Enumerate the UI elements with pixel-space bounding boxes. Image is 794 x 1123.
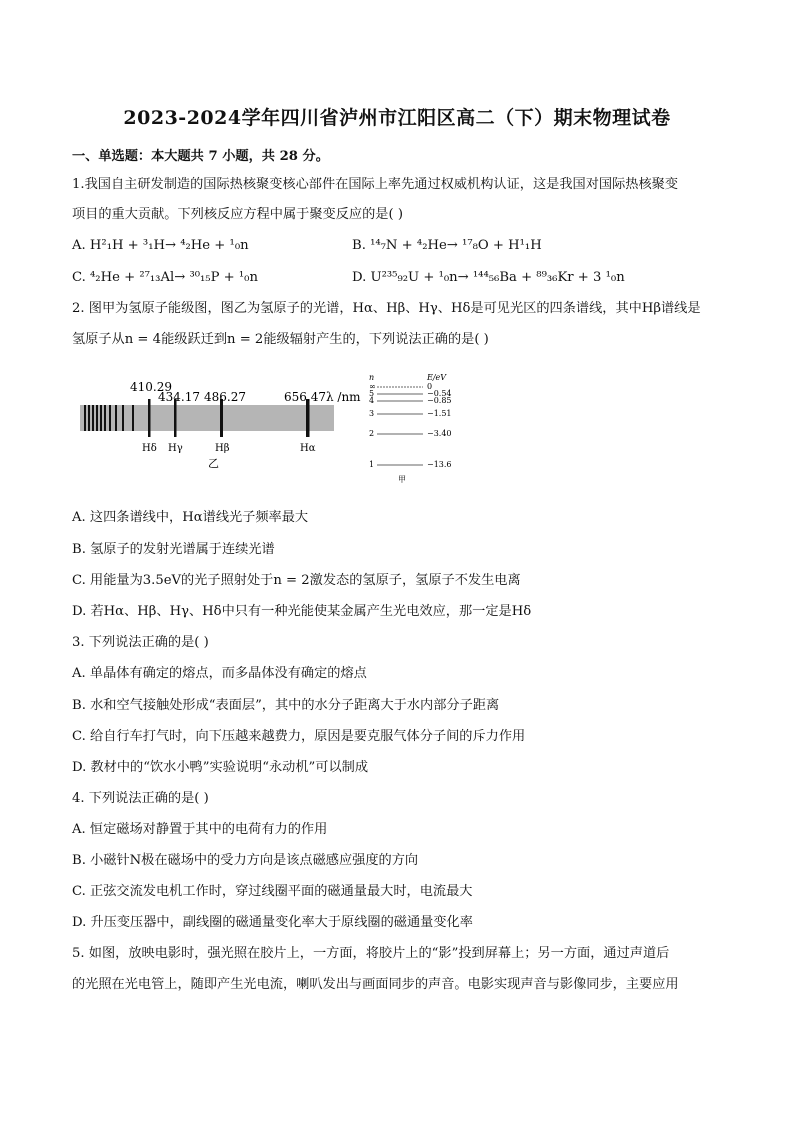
page-title: 2023-2024学年四川省泸州市江阳区高二（下）期末物理试卷 bbox=[123, 107, 671, 129]
q2-stem-line2: 氢原子从n = 4能级跃迁到n = 2能级辐射产生的，下列说法正确的是( ) bbox=[72, 332, 489, 347]
level-e-inf: 0 bbox=[427, 382, 433, 391]
tick-656: 656.47λ /nm bbox=[284, 390, 361, 404]
level-header-n: n bbox=[369, 373, 375, 382]
level-n-inf: ∞ bbox=[369, 382, 376, 391]
q2-option-a: A. 这四条谱线中，Hα谱线光子频率最大 bbox=[72, 510, 309, 525]
level-n-3: 3 bbox=[369, 409, 375, 418]
level-n-4: 4 bbox=[369, 396, 375, 405]
level-n-2: 2 bbox=[369, 429, 375, 438]
level-e-4: −0.85 bbox=[427, 396, 452, 405]
level-header-e: E/eV bbox=[427, 373, 447, 382]
q5-stem-line2: 的光照在光电管上，随即产生光电流，喇叭发出与画面同步的声音。电影实现声音与影像同步，主要应用 bbox=[72, 977, 679, 992]
q4-option-b: B. 小磁针N极在磁场中的受力方向是该点磁感应强度的方向 bbox=[72, 853, 419, 868]
label-h-gamma: Hγ bbox=[168, 443, 183, 454]
q1-stem-line2: 项目的重大贡献。下列核反应方程中属于聚变反应的是( ) bbox=[72, 207, 403, 222]
q4-option-a: A. 恒定磁场对静置于其中的电荷有力的作用 bbox=[72, 822, 328, 837]
level-e-3: −1.51 bbox=[427, 409, 452, 418]
q4-option-c: C. 正弦交流发电机工作时，穿过线圈平面的磁通量最大时，电流最大 bbox=[72, 884, 473, 899]
tick-434: 434.17 bbox=[158, 390, 200, 404]
q2-option-d: D. 若Hα、Hβ、Hγ、Hδ中只有一种光能使某金属产生光电效应，那一定是Hδ bbox=[72, 604, 532, 619]
spectrum-bar bbox=[80, 405, 334, 431]
section-heading: 一、单选题：本大题共 7 小题，共 28 分。 bbox=[72, 149, 329, 164]
q1-stem-line1: 1.我国自主研发制造的国际热核聚变核心部件在国际上率先通过权威机构认证，这是我国对国际热核聚变 bbox=[72, 177, 679, 192]
q3-stem: 3. 下列说法正确的是( ) bbox=[72, 635, 209, 650]
q2-option-b: B. 氢原子的发射光谱属于连续光谱 bbox=[72, 542, 275, 557]
q5-stem-line1: 5. 如图，放映电影时，强光照在胶片上，一方面，将胶片上的“影”投到屏幕上；另一方面，通过声道后 bbox=[72, 946, 670, 961]
q3-option-d: D. 教材中的“饮水小鸭”实验说明“永动机”可以制成 bbox=[72, 760, 369, 775]
q2-option-c: C. 用能量为3.5eV的光子照射处于n = 2激发态的氢原子，氢原子不发生电离 bbox=[72, 573, 521, 588]
level-e-2: −3.40 bbox=[427, 429, 452, 438]
q3-option-c: C. 给自行车打气时，向下压越来越费力，原因是要克服气体分子间的斥力作用 bbox=[72, 729, 526, 744]
q1-option-b: B. ¹⁴₇N + ⁴₂He→ ¹⁷₈O + H¹₁H bbox=[352, 238, 542, 253]
tick-486: 486.27 bbox=[204, 390, 246, 404]
q1-option-c: C. ⁴₂He + ²⁷₁₃Al→ ³⁰₁₅P + ¹₀n bbox=[72, 270, 258, 285]
q3-option-b: B. 水和空气接触处形成“表面层”，其中的水分子距离大于水内部分子距离 bbox=[72, 698, 500, 713]
q1-option-a: A. H²₁H + ³₁H→ ⁴₂He + ¹₀n bbox=[72, 238, 249, 253]
q4-stem: 4. 下列说法正确的是( ) bbox=[72, 791, 209, 806]
level-e-1: −13.6 bbox=[427, 460, 452, 469]
spectrum-line-h-delta bbox=[148, 399, 151, 437]
spectrum-caption: 乙 bbox=[208, 457, 219, 470]
level-e-5: −0.54 bbox=[427, 389, 452, 398]
label-h-delta: Hδ bbox=[142, 443, 157, 454]
level-diagram-caption: 甲 bbox=[398, 475, 406, 484]
q2-stem-line1: 2. 图甲为氢原子能级图，图乙为氢原子的光谱，Hα、Hβ、Hγ、Hδ是可见光区的四条谱线，其中Hβ谱线是 bbox=[72, 301, 701, 316]
level-n-1: 1 bbox=[369, 460, 375, 469]
tick-410: 410.29 bbox=[130, 380, 172, 394]
energy-level-diagram bbox=[365, 370, 475, 485]
label-h-alpha: Hα bbox=[300, 443, 316, 454]
spectrum-line-h-alpha bbox=[306, 399, 310, 437]
q3-option-a: A. 单晶体有确定的熔点，而多晶体没有确定的熔点 bbox=[72, 666, 367, 681]
spectrum-line-h-beta bbox=[220, 399, 223, 437]
q4-option-d: D. 升压变压器中，副线圈的磁通量变化率大于原线圈的磁通量变化率 bbox=[72, 915, 473, 930]
spectrum-line-h-gamma bbox=[174, 399, 177, 437]
q1-option-d: D. U²³⁵₉₂U + ¹₀n→ ¹⁴⁴₅₆Ba + ⁸⁹₃₆Kr + 3 ¹₀n bbox=[352, 270, 625, 285]
label-h-beta: Hβ bbox=[215, 443, 230, 454]
level-n-5: 5 bbox=[369, 389, 375, 398]
